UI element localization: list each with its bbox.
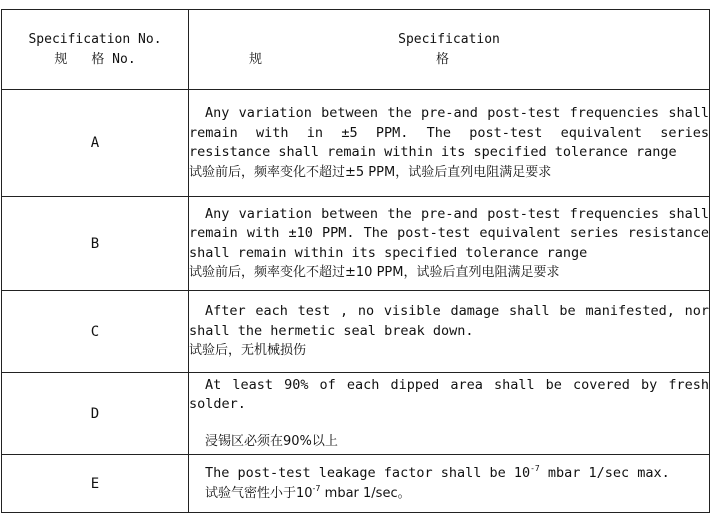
spec-text-zh: 浸锡区必须在90%以上 — [205, 433, 338, 449]
header-spec-no-en: Specification No. — [28, 31, 162, 47]
spec-text-en: At least 90% of each dipped area shall be covered by fresh solder. — [189, 376, 709, 413]
spec-text-zh: 试验后，无机械损伤 — [189, 343, 307, 359]
table-row — [2, 90, 710, 197]
spec-code: E — [2, 455, 189, 513]
table-row — [2, 197, 710, 291]
spec-code: A — [2, 90, 189, 197]
spec-text-zh: 试验前后，频率变化不超过±5 PPM，试验后直列电阻满足要求 — [189, 164, 552, 180]
spec-text-en: Any variation between the pre-and post-test frequencies shall remain with ±10 PPM. The post-test equivalent series resistance shall remain within its specified tolerance range — [189, 205, 709, 261]
spec-text-en: Any variation between the pre-and post-test frequencies shall remain with in ±5 PPM. The post-test equivalent series resistance shall remain within its specified tolerance range — [189, 105, 709, 160]
spec-code: C — [2, 291, 189, 373]
spec-text — [189, 90, 710, 197]
spec-text-zh: 试验前后，频率变化不超过±10 PPM，试验后直列电阻满足要求 — [189, 265, 560, 280]
spec-text — [189, 197, 710, 291]
specification-table — [1, 9, 710, 513]
table-row — [2, 291, 710, 373]
spec-code: D — [2, 373, 189, 455]
header-specification-en: Specification — [398, 31, 500, 47]
spec-text — [189, 455, 710, 513]
spec-text-en: After each test , no visible damage shall be manifested, nor shall the hermetic seal break down. — [189, 303, 709, 339]
header-row — [2, 10, 710, 90]
header-spec-no — [2, 10, 189, 90]
spec-code: B — [2, 197, 189, 291]
header-spec-no-zh: 规 格 No. — [54, 51, 136, 67]
table-row — [2, 455, 710, 513]
header-specification — [189, 10, 710, 90]
spec-text — [189, 373, 710, 455]
spec-text-en: The post-test leakage factor shall be $10^{-7}$ mbar 1/sec max. — [205, 464, 670, 481]
table-row — [2, 373, 710, 455]
header-specification-zh: 规 格 — [248, 51, 450, 67]
spec-text-zh: 试验气密性小于$10^{-7}$ mbar 1/sec。 — [205, 483, 411, 501]
spec-text — [189, 291, 710, 373]
